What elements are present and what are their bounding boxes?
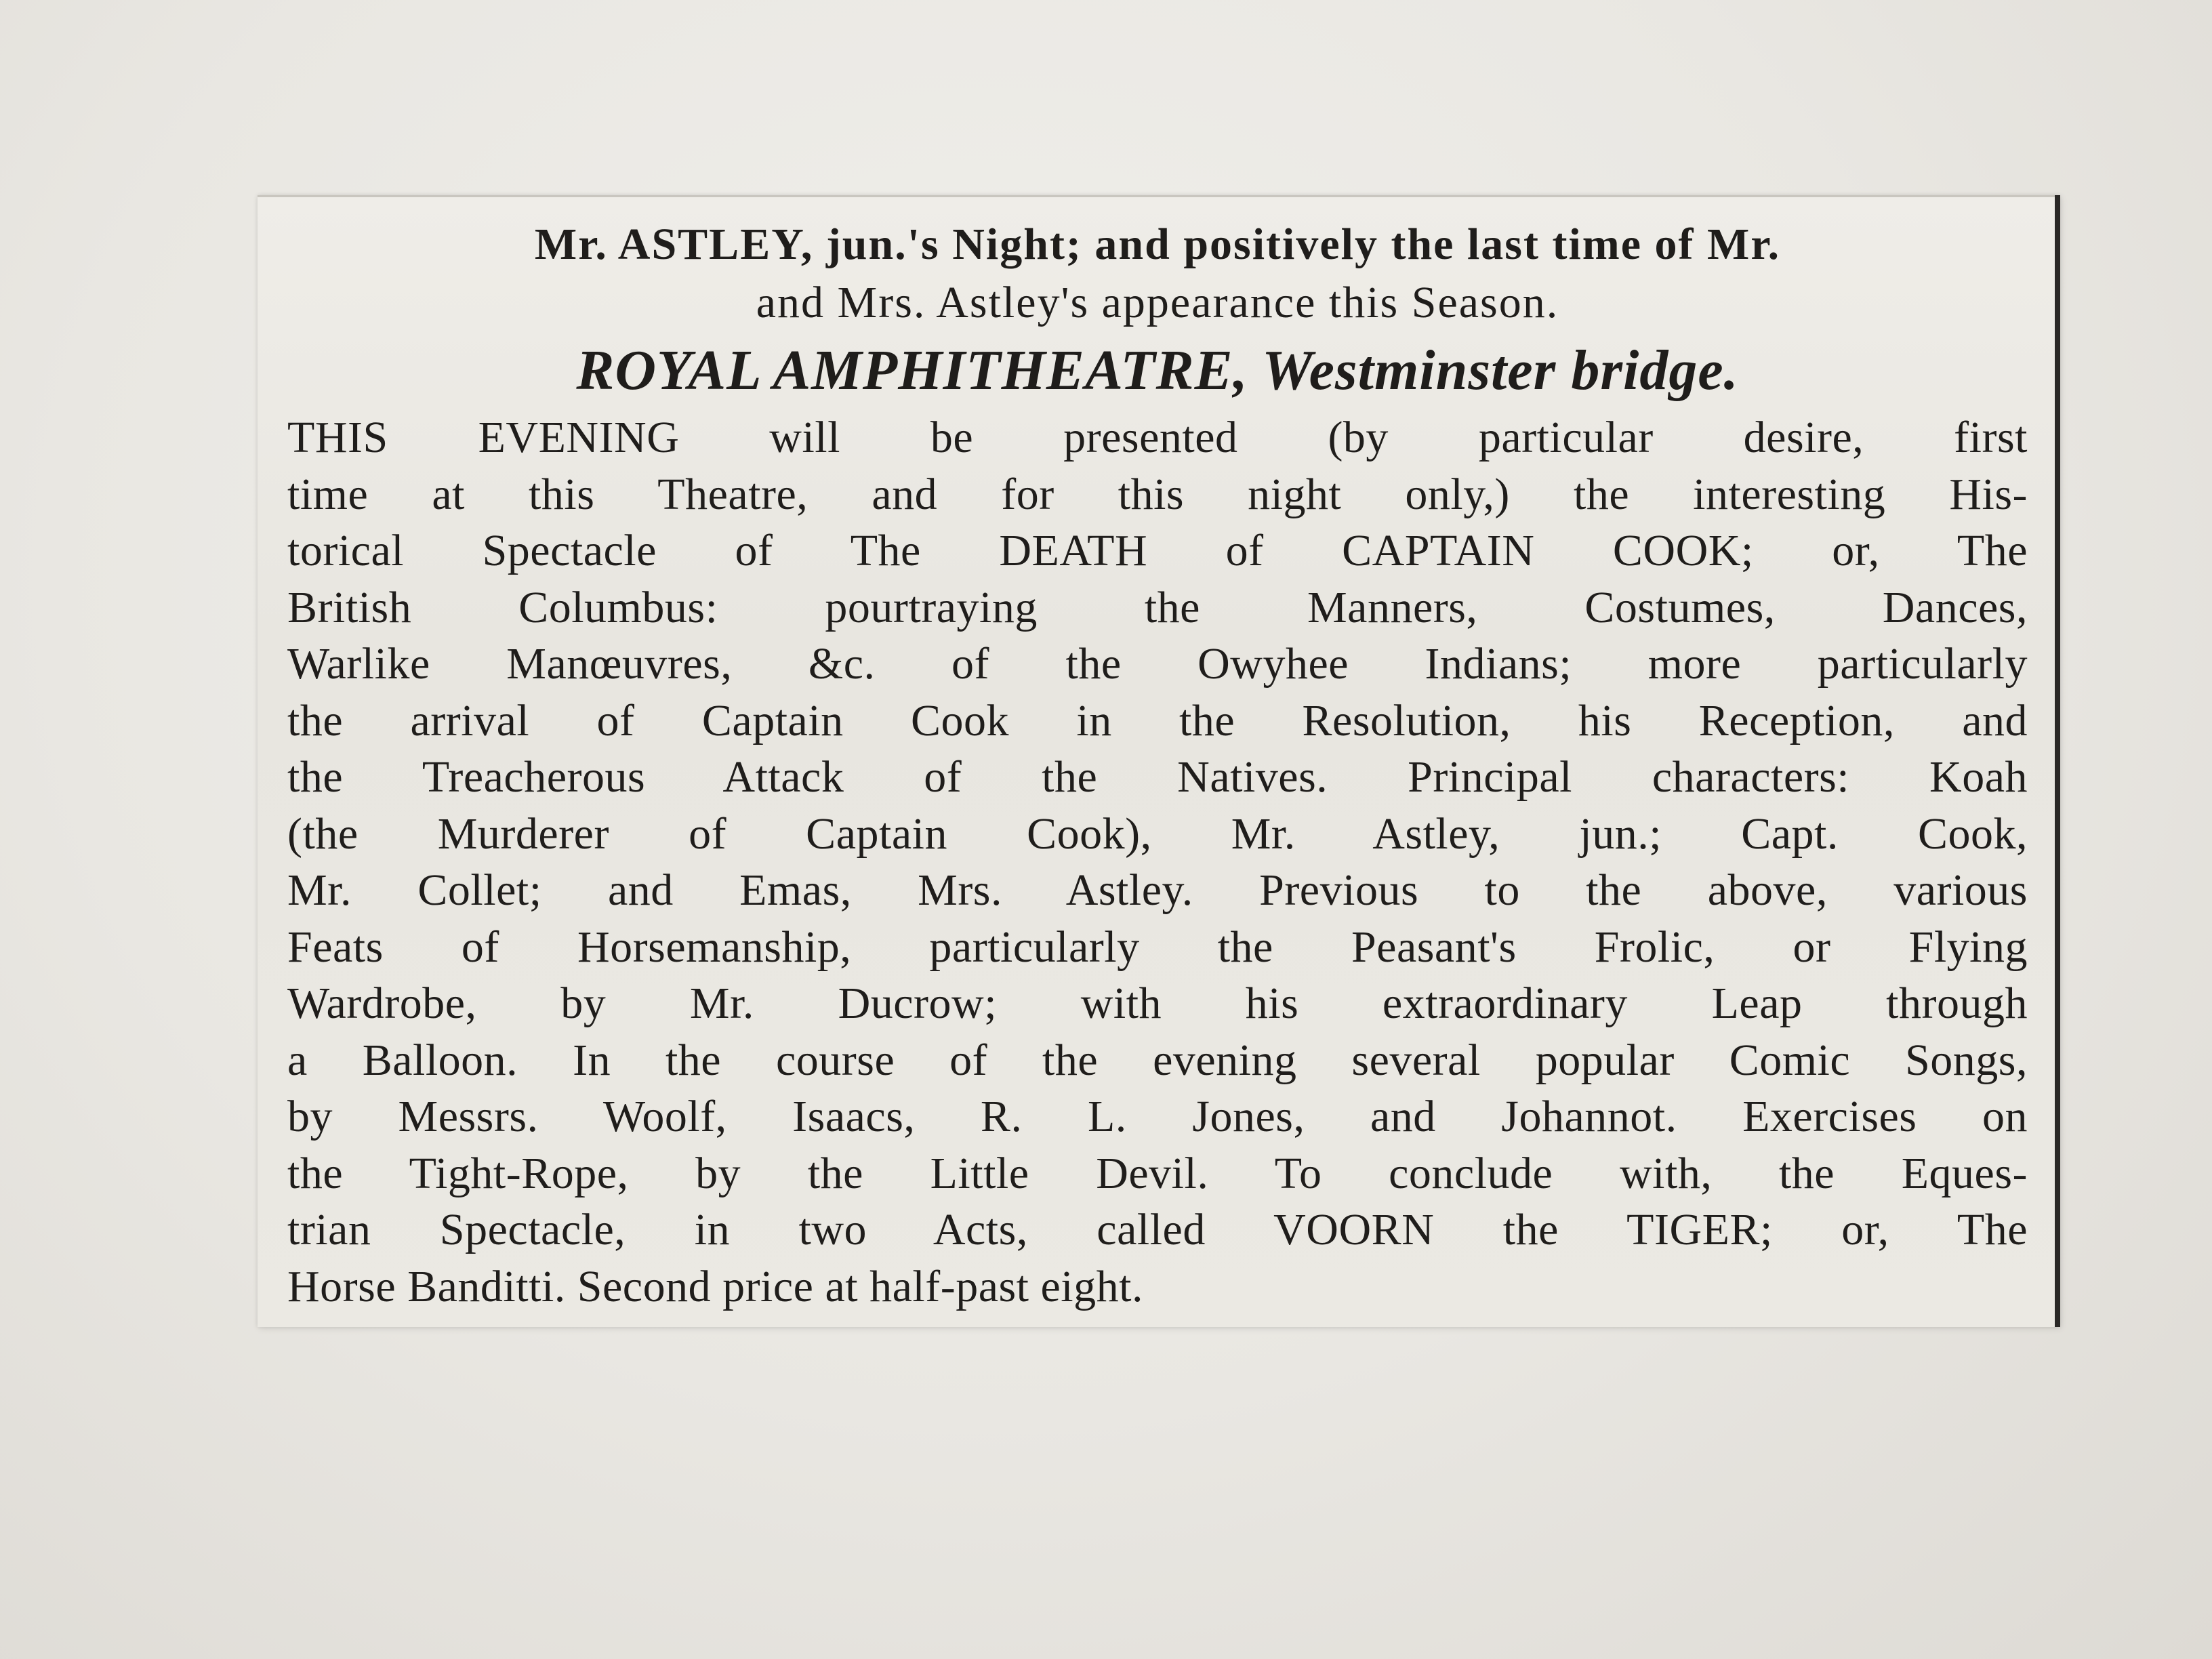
body-line: THIS EVENING will be presented (by particular desire, first: [287, 413, 2028, 462]
body-line: time at this Theatre, and for this night only,) the interesting His-: [287, 469, 2028, 519]
body-line: Feats of Horsemanship, particularly the Peasant's Frolic, or Flying: [287, 922, 2028, 972]
season-notice: and Mrs. Astley's appearance this Season.: [756, 278, 1559, 327]
theatre-title: ROYAL AMPHITHEATRE, Westminster bridge.: [576, 339, 1739, 402]
clipping-edge: [258, 195, 2055, 197]
newspaper-clipping: [258, 195, 2060, 1327]
body-line: Wardrobe, by Mr. Ducrow; with his extraordinary Leap through: [287, 979, 2028, 1028]
body-line: a Balloon. In the course of the evening several popular Comic Songs,: [287, 1035, 2028, 1085]
advertisement-body: [287, 409, 2028, 1315]
body-line: the Tight-Rope, by the Little Devil. To conclude with, the Eques-: [287, 1148, 2028, 1198]
body-line: Warlike Manœuvres, &c. of the Owyhee Indians; more particularly: [287, 639, 2028, 689]
body-line: British Columbus: pourtraying the Manners, Costumes, Dances,: [287, 582, 2028, 632]
body-line: the arrival of Captain Cook in the Resolution, his Reception, and: [287, 695, 2028, 745]
body-line: trian Spectacle, in two Acts, called VOORN the TIGER; or, The: [287, 1205, 2028, 1254]
body-line: Horse Banditti. Second price at half-past eight.: [287, 1261, 1143, 1311]
body-line: the Treacherous Attack of the Natives. Principal characters: Koah: [287, 752, 2028, 802]
benefit-night-notice: Mr. ASTLEY, jun.'s Night; and positively the last time of Mr.: [534, 220, 1781, 269]
body-line: torical Spectacle of The DEATH of CAPTAIN COOK; or, The: [287, 526, 2028, 575]
body-line: by Messrs. Woolf, Isaacs, R. L. Jones, and Johannot. Exercises on: [287, 1092, 2028, 1141]
body-line: Mr. Collet; and Emas, Mrs. Astley. Previous to the above, various: [287, 865, 2028, 915]
body-line: (the Murderer of Captain Cook), Mr. Astley, jun.; Capt. Cook,: [287, 808, 2028, 859]
